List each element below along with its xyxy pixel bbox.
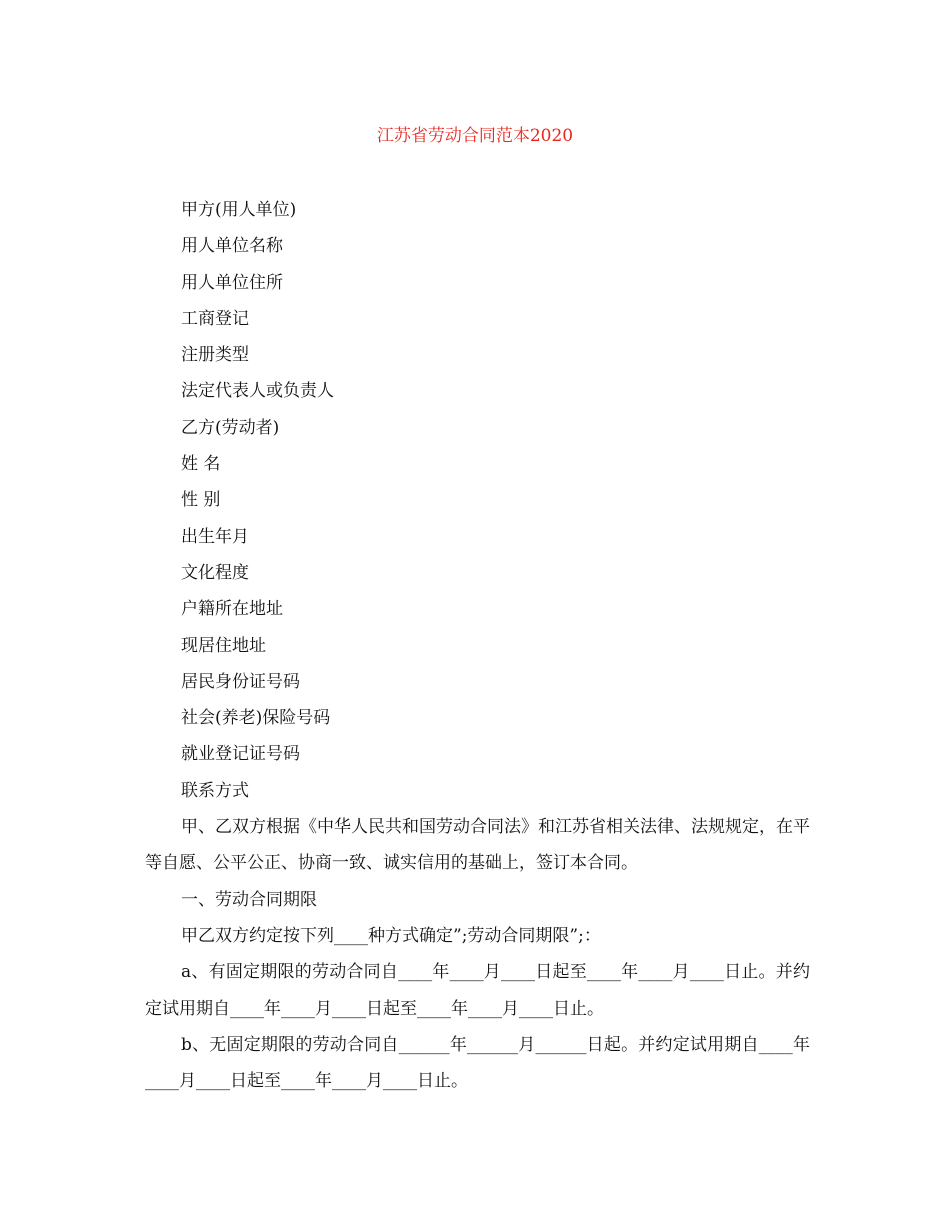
section-heading-contract-term: 一、劳动合同期限 <box>181 889 317 910</box>
document-body <box>145 192 810 1099</box>
term-method-paragraph: 甲乙双方约定按下列____种方式确定”;劳动合同期限”;： <box>181 925 601 946</box>
field-birth-date: 出生年月 <box>181 526 249 547</box>
field-household-address: 户籍所在地址 <box>181 599 283 620</box>
field-employer: 甲方(用人单位) <box>181 200 297 220</box>
field-employment-registration-number: 就业登记证号码 <box>181 744 300 765</box>
field-registration-type: 注册类型 <box>181 345 249 366</box>
field-social-insurance-number: 社会(养老)保险号码 <box>181 708 331 729</box>
field-gender: 性 别 <box>181 490 221 511</box>
field-current-address: 现居住地址 <box>181 635 266 656</box>
document-title: 江苏省劳动合同范本2020 <box>376 126 574 146</box>
term-option-a: a、有固定期限的劳动合同自____年____月____日起至____年____月____日止。并约定试用期自____年____月____日起至____年____月____日止。 <box>145 962 810 1019</box>
field-employer-address: 用人单位住所 <box>181 272 283 293</box>
term-option-b: b、无固定期限的劳动合同自______年______月______日起。并约定试用期自____年____月____日起至____年____月____日止。 <box>145 1034 810 1092</box>
field-contact: 联系方式 <box>181 780 249 801</box>
preamble-paragraph: 甲、乙双方根据《中华人民共和国劳动合同法》和江苏省相关法律、法规规定，在平等自愿、公平公正、协商一致、诚实信用的基础上，签订本合同。 <box>145 817 810 874</box>
field-business-registration: 工商登记 <box>181 308 249 329</box>
field-employee: 乙方(劳动者) <box>181 417 280 438</box>
field-legal-representative: 法定代表人或负责人 <box>181 381 334 402</box>
field-employer-name: 用人单位名称 <box>181 236 283 257</box>
field-education: 文化程度 <box>181 562 249 583</box>
field-id-number: 居民身份证号码 <box>181 671 300 692</box>
field-name: 姓 名 <box>181 454 221 475</box>
